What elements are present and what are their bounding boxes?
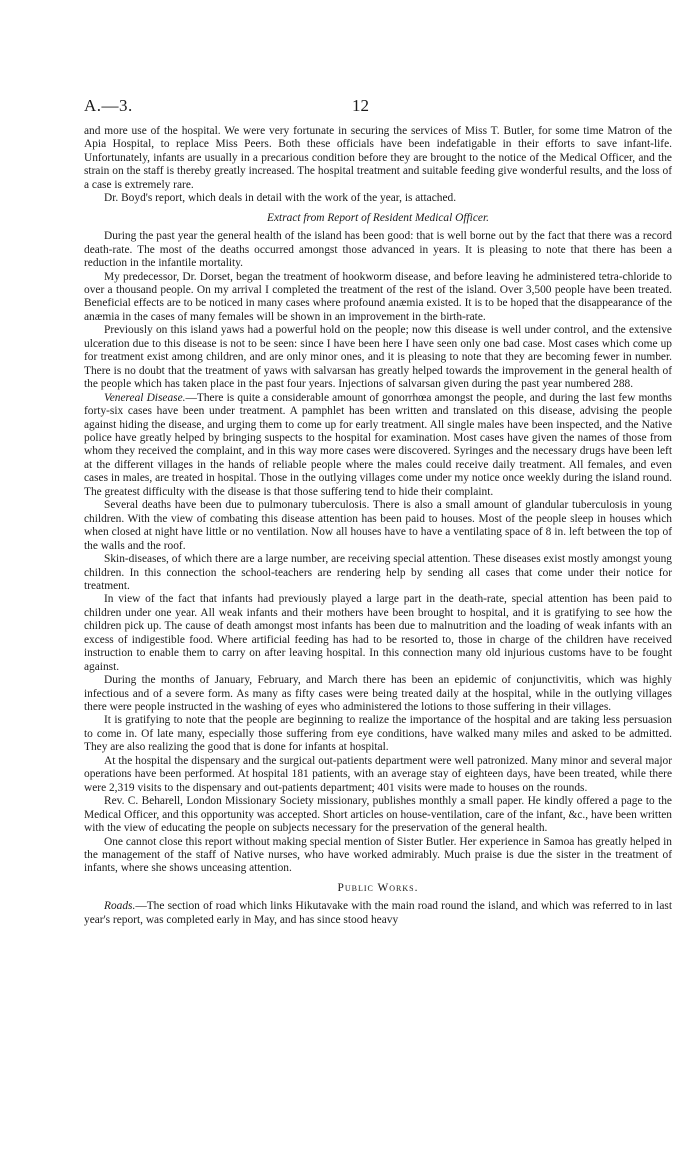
public-works-heading: Public Works.	[337, 881, 419, 894]
extract-paragraph: Previously on this island yaws had a powerful hold on the people; now this disease is well under control, and the extensive ulceration due to this disease is not to be seen: since I have been here I have seen only one bad case. Most cases which come up for treatment exist among children, and are only minor ones, and it is pleasing to note that they are becoming fewer in number. There is no doubt that the treatment of yaws with salvarsan has greatly helped towards the improvement in the general health of the people which has taken place in the past four years. Injections of salvarsan given during the past year numbered 288.	[84, 324, 672, 391]
page-header	[84, 96, 644, 120]
extract-paragraph: My predecessor, Dr. Dorset, began the treatment of hookworm disease, and before leaving he administered tetra-chloride to over a thousand people. On my arrival I completed the treatment of the rest of the island. Over 3,500 people have been treated. Beneficial effects are to be noticed in many cases where profound anæmia existed. It is to be hoped that the disappearance of the anæmia in the cases of many females will be shown in an improvement in the birth-rate.	[84, 270, 672, 323]
extract-paragraph: One cannot close this report without making special mention of Sister Butler. Her experience in Samoa has greatly helped in the management of the staff of Native nurses, who have worked admirably. Much praise is due the sister in the treatment of infants, where she shows unceasing attention.	[84, 835, 672, 875]
section-reference: A.—3.	[84, 96, 133, 115]
venereal-disease-text: —There is quite a considerable amount of gonorrhœa amongst the people, and during the last few months forty-six cases have been under treatment. A pamphlet has been written and translated on this disease, advising the people against hiding the disease, and urging them to come up for early treatment. All single males have been inspected, and the Native police have greatly helped by bringing suspects to the hospital for examination. Most cases have given the names of those from whom they received the complaint, and in this way more cases were discovered. Syringes and the necessary drugs have been left at the different villages in the hands of reliable people where the males could receive daily treatment. All females, and even cases in males, are treated in hospital. Those in the outlying villages come under my notice once weekly during the island round. The greatest difficulty with the disease is that those suffering tend to hide their complaint.	[84, 391, 672, 498]
intro-paragraph: and more use of the hospital. We were very fortunate in securing the services of Miss T. Butler, for some time Matron of the Apia Hospital, to replace Miss Peers. Both these officials have been indefatigable in their efforts to save infant-life. Unfortunately, infants are usually in a precarious condition before they are brought to the notice of the Medical Officer, and the strain on the staff is thereby greatly increased. The hospital treatment and suitable feeding give wonderful results, and the loss of a case is extremely rare.	[84, 125, 672, 191]
roads-paragraph	[84, 900, 672, 927]
roads-text: —The section of road which links Hikutavake with the main road round the island, and which was referred to in last year's report, was completed early in May, and has since stood heavy	[84, 900, 672, 926]
extract-paragraph: Rev. C. Beharell, London Missionary Society missionary, publishes monthly a small paper. He kindly offered a page to the Medical Officer, and this opportunity was accepted. Short articles on house-ventilation, care of the infant, &c., have been written with the view of educating the people on subjects necessary for the preservation of the general health.	[84, 795, 672, 835]
extract-paragraph: During the past year the general health of the island has been good: that is well borne out by the fact that there was a record death-rate. The most of the deaths occurred amongst those advanced in years. It is pleasing to note that there has been a reduction in the infantile mortality.	[84, 230, 672, 270]
extract-paragraph: At the hospital the dispensary and the surgical out-patients department were well patronized. Many minor and several major operations have been performed. At hospital 181 patients, with an average stay of eighteen days, have been treated, while there were 2,319 visits to the dispensary and out-patients department; 401 visits were made to houses on the rounds.	[84, 754, 672, 794]
extract-paragraph: Several deaths have been due to pulmonary tuberculosis. There is also a small amount of glandular tuberculosis in young children. With the view of combating this disease attention has been paid to houses. Most of the people sleep in houses which when closed at night have little or no ventilation. Now all houses have to have a ventilating space of 8 in. left between the top of the walls and the roof.	[84, 499, 672, 552]
venereal-disease-paragraph	[84, 392, 672, 500]
roads-label: Roads.	[104, 900, 136, 913]
extract-paragraph: In view of the fact that infants had previously played a large part in the death-rate, special attention has been paid to children under one year. All weak infants and their mothers have been brought to hospital, and it is gratifying to see how the children pick up. The cause of death amongst most infants has been due to malnutrition and the loading of weak infants with an excess of indigestible food. Where artificial feeding has had to be resorted to, those in charge of the children have received instruction to enable them to carry on after leaving hospital. In this connection many old injurious customs have to be fought against.	[84, 593, 672, 673]
venereal-disease-label: Venereal Disease.	[104, 391, 186, 404]
extract-paragraph: Skin-diseases, of which there are a large number, are receiving special attention. These diseases exist mostly amongst young children. In this connection the school-teachers are rendering help by sending all cases that come under their notice for treatment.	[84, 553, 672, 592]
extract-paragraph: During the months of January, February, and March there has been an epidemic of conjunctivitis, which was highly infectious and of a severe form. As many as fifty cases were being treated daily at the hospital, while in the outlying villages there were people instructed in the washing of eyes who administered the lotions to those suffering in their villages.	[84, 674, 672, 714]
report-body	[84, 125, 672, 927]
page-number: 12	[352, 96, 369, 115]
extract-paragraph: It is gratifying to note that the people are beginning to realize the importance of the hospital and are taking less persuasion to come in. Of late many, especially those suffering from eye conditions, have walked many miles and asked to be admitted. They are also realizing the good that is done for infants at hospital.	[84, 714, 672, 754]
extract-heading: Extract from Report of Resident Medical Officer.	[267, 211, 489, 224]
intro-paragraph: Dr. Boyd's report, which deals in detail with the work of the year, is attached.	[104, 192, 457, 205]
